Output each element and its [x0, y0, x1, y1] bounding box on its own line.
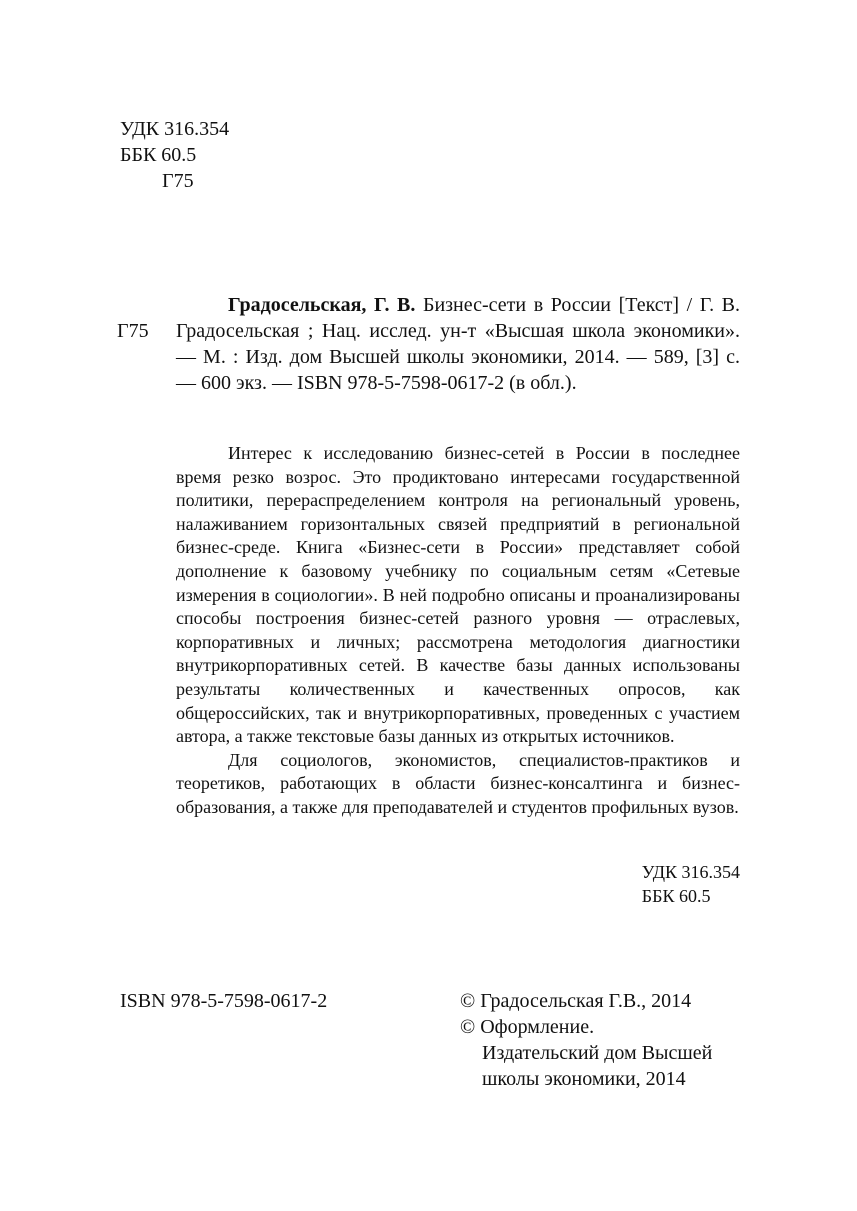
bibliographic-record: [176, 292, 740, 396]
annotation: [176, 442, 740, 820]
record-description: Бизнес-сети в России [Текст] / Г. В. Градосельская ; Нац. исслед. ун-т «Высшая школа экономики». — М. : Изд. дом Высшей школы экономики, 2014. — 589, [3] с. — 600 экз. — ISBN 978-5-7598-0617-2 (в обл.).: [176, 294, 740, 394]
annotation-paragraph: Интерес к исследованию бизнес-сетей в России в последнее время резко возрос. Это продиктовано интересами государственной политики, перераспределением контроля на региональный уровень, налаживанием горизонтальных связей предприятий в региональной бизнес-среде. Книга «Бизнес-сети в России» представляет собой дополнение к базовому учебнику по социальным сетям «Сетевые измерения в социологии». В ней подробно описаны и проанализированы способы построения бизнес-сетей разного уровня — отраслевых, корпоративных и личных; рассмотрена методология диагностики внутрикорпоративных сетей. В качестве базы данных использованы результаты количественных и качественных опросов, как общероссийских, так и внутрикорпоративных, проведенных с участием автора, а также текстовые базы данных из открытых источников.: [176, 443, 740, 747]
author-mark: Г75: [162, 170, 194, 192]
margin-author-mark: Г75: [117, 320, 149, 342]
copyright-author: © Градосельская Г.В., 2014: [460, 990, 692, 1012]
copyright-design: © Оформление.: [460, 1016, 595, 1038]
footer-bbk-code: ББК 60.5: [641, 886, 711, 906]
isbn: ISBN 978-5-7598-0617-2: [120, 990, 328, 1012]
footer-udk-code: УДК 316.354: [641, 862, 740, 882]
record-author: Градосельская, Г. В.: [228, 294, 416, 316]
classification-codes: [120, 116, 229, 194]
annotation-paragraph: Для социологов, экономистов, специалистов-практиков и теоретиков, работающих в области бизнес-консалтинга и бизнес-образования, а также для преподавателей и студентов профильных вузов.: [176, 749, 740, 817]
copyright-publisher-line: Издательский дом Высшей: [482, 1042, 713, 1064]
bbk-code: ББК 60.5: [120, 144, 197, 166]
footer-classification-codes: [642, 860, 740, 908]
copyright-block: [460, 988, 712, 1092]
copyright-publisher-line: школы экономики, 2014: [482, 1068, 686, 1090]
udk-code: УДК 316.354: [120, 118, 230, 140]
